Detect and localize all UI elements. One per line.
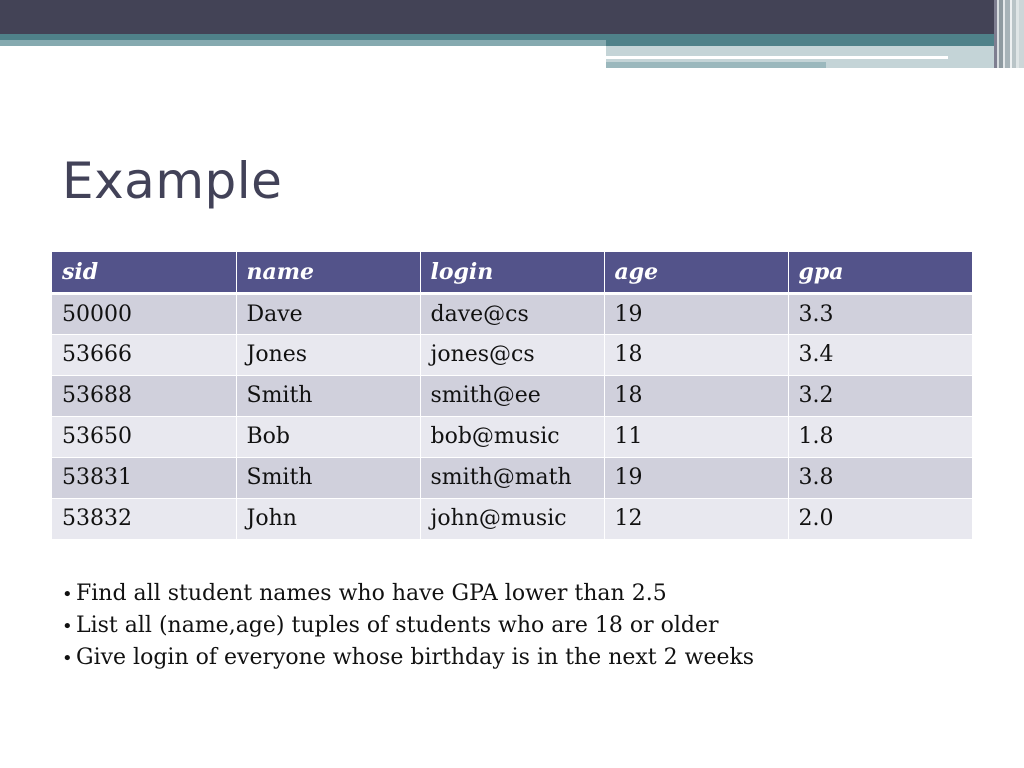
banner-stripes [994,0,1024,68]
bullet-item [62,578,754,610]
cell-name: Dave [236,293,420,334]
cell-age: 11 [604,416,788,457]
bullet-dot-icon: • [62,616,73,637]
banner-right-line [606,56,948,59]
slide-title: Example [62,152,283,210]
cell-login: dave@cs [420,293,604,334]
table-row [52,293,972,334]
cell-age: 18 [604,334,788,375]
cell-age: 19 [604,457,788,498]
bullet-dot-icon: • [62,648,73,669]
banner-teal-light-band [0,40,606,46]
cell-gpa: 3.8 [788,457,972,498]
bullet-text: Give login of everyone whose birthday is in the next 2 weeks [76,645,755,670]
cell-sid: 53831 [52,457,236,498]
bullet-text: Find all student names who have GPA lower than 2.5 [76,581,667,606]
banner-right-line [606,62,826,68]
column-header-gpa: gpa [788,252,972,293]
cell-age: 18 [604,375,788,416]
table-row [52,334,972,375]
cell-login: john@music [420,498,604,539]
cell-name: Jones [236,334,420,375]
cell-sid: 53832 [52,498,236,539]
cell-sid: 50000 [52,293,236,334]
column-header-name: name [236,252,420,293]
students-table [52,252,972,540]
bullet-dot-icon: • [62,584,73,605]
cell-age: 12 [604,498,788,539]
column-header-sid: sid [52,252,236,293]
banner-dark-band [0,0,1024,34]
cell-gpa: 1.8 [788,416,972,457]
table-row [52,375,972,416]
bullet-item [62,610,754,642]
cell-sid: 53650 [52,416,236,457]
cell-name: Smith [236,457,420,498]
cell-login: smith@ee [420,375,604,416]
cell-login: jones@cs [420,334,604,375]
cell-login: smith@math [420,457,604,498]
table-row [52,416,972,457]
table-row [52,498,972,539]
cell-age: 19 [604,293,788,334]
task-bullet-list [62,578,754,674]
column-header-login: login [420,252,604,293]
cell-gpa: 3.3 [788,293,972,334]
cell-name: Bob [236,416,420,457]
bullet-item [62,642,754,674]
bullet-text: List all (name,age) tuples of students who are 18 or older [76,613,719,638]
cell-sid: 53688 [52,375,236,416]
cell-sid: 53666 [52,334,236,375]
cell-login: bob@music [420,416,604,457]
cell-name: Smith [236,375,420,416]
cell-gpa: 3.2 [788,375,972,416]
cell-gpa: 3.4 [788,334,972,375]
table-row [52,457,972,498]
cell-gpa: 2.0 [788,498,972,539]
column-header-age: age [604,252,788,293]
cell-name: John [236,498,420,539]
table-header-row [52,252,972,293]
